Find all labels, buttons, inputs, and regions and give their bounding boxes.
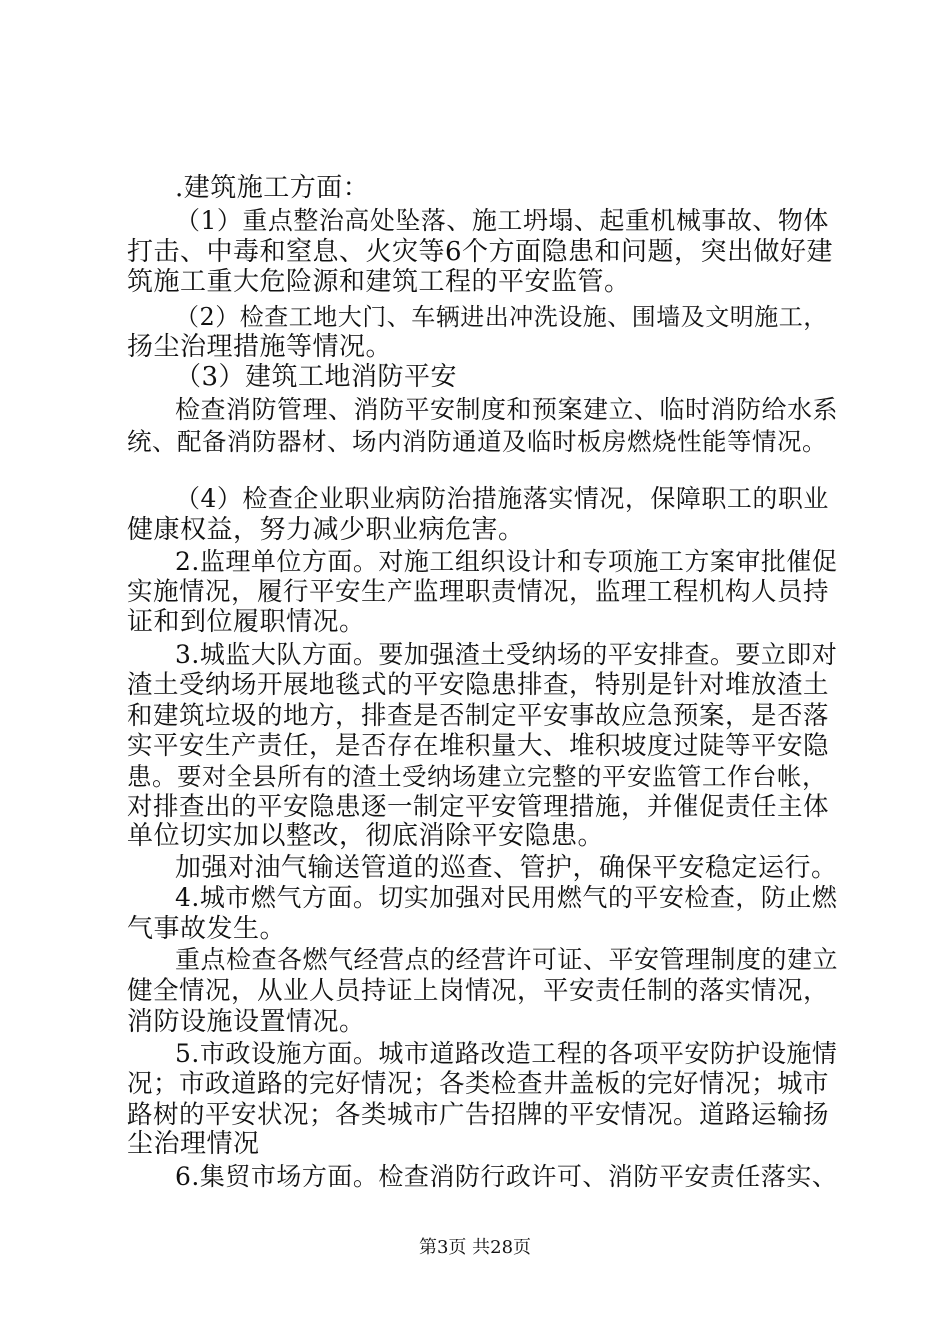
text-line: 对排查出的平安隐患逐一制定平安管理措施，并催促责任主体 [127,792,830,822]
text-line: 健康权益，努力减少职业病危害。 [127,515,525,545]
text-line: 健全情况，从业人员持证上岗情况，平安责任制的落实情况， [127,976,830,1006]
text-line: 路树的平安状况；各类城市广告招牌的平安情况。道路运输扬 [127,1100,830,1130]
text-line: 患。要对全县所有的渣土受纳场建立完整的平安监管工作台帐， [127,762,827,791]
text-line: 实施情况，履行平安生产监理职责情况，监理工程机构人员持 [127,577,830,607]
text-line: 渣土受纳场开展地毯式的平安隐患排查，特别是针对堆放渣土 [127,670,830,700]
text-line: 4.城市燃气方面。切实加强对民用燃气的平安检查，防止燃 [175,883,838,912]
text-line: 统、配备消防器材、场内消防通道及临时板房燃烧性能等情况。 [127,427,827,456]
text-line: .建筑施工方面： [175,173,370,203]
text-line: （1）重点整治高处坠落、施工坍塌、起重机械事故、物体 [175,206,829,235]
text-line: （3）建筑工地消防平安 [175,362,458,392]
text-line: 证和到位履职情况。 [127,607,366,637]
text-line: 筑施工重大危险源和建筑工程的平安监管。 [127,267,631,297]
text-line: 6.集贸市场方面。检查消防行政许可、消防平安责任落实、 [175,1162,838,1191]
text-line: 加强对油气输送管道的巡查、管护，确保平安稳定运行。 [175,853,838,883]
text-line: 5.市政设施方面。城市道路改造工程的各项平安防护设施情 [175,1039,838,1068]
text-line: （4）检查企业职业病防治措施落实情况，保障职工的职业 [175,484,829,513]
text-line: 实平安生产责任，是否存在堆积量大、堆积坡度过陡等平安隐 [127,731,830,761]
text-line: （2）检查工地大门、车辆进出冲洗设施、围墙及文明施工， [175,303,828,331]
text-line: 打击、中毒和窒息、火灾等6个方面隐患和问题，突出做好建 [127,237,834,267]
page-number: 第3页 共28页 [418,1237,532,1258]
text-line: 尘治理情况 [127,1129,260,1159]
text-line: 检查消防管理、消防平安制度和预案建立、临时消防给水系 [175,395,839,424]
text-line: 气事故发生。 [127,914,287,944]
text-line: 扬尘治理措施等情况。 [127,332,393,362]
text-line: 3.城监大队方面。要加强渣土受纳场的平安排查。要立即对 [175,640,838,669]
text-line: 况；市政道路的完好情况；各类检查井盖板的完好情况；城市 [127,1069,830,1099]
text-line: 和建筑垃圾的地方，排查是否制定平安事故应急预案，是否落 [127,701,830,731]
text-line: 2.监理单位方面。对施工组织设计和专项施工方案审批催促 [175,547,838,576]
text-line: 消防设施设置情况。 [127,1007,366,1037]
text-line: 单位切实加以整改，彻底消除平安隐患。 [127,821,605,851]
text-line: 重点检查各燃气经营点的经营许可证、平安管理制度的建立 [175,945,839,974]
